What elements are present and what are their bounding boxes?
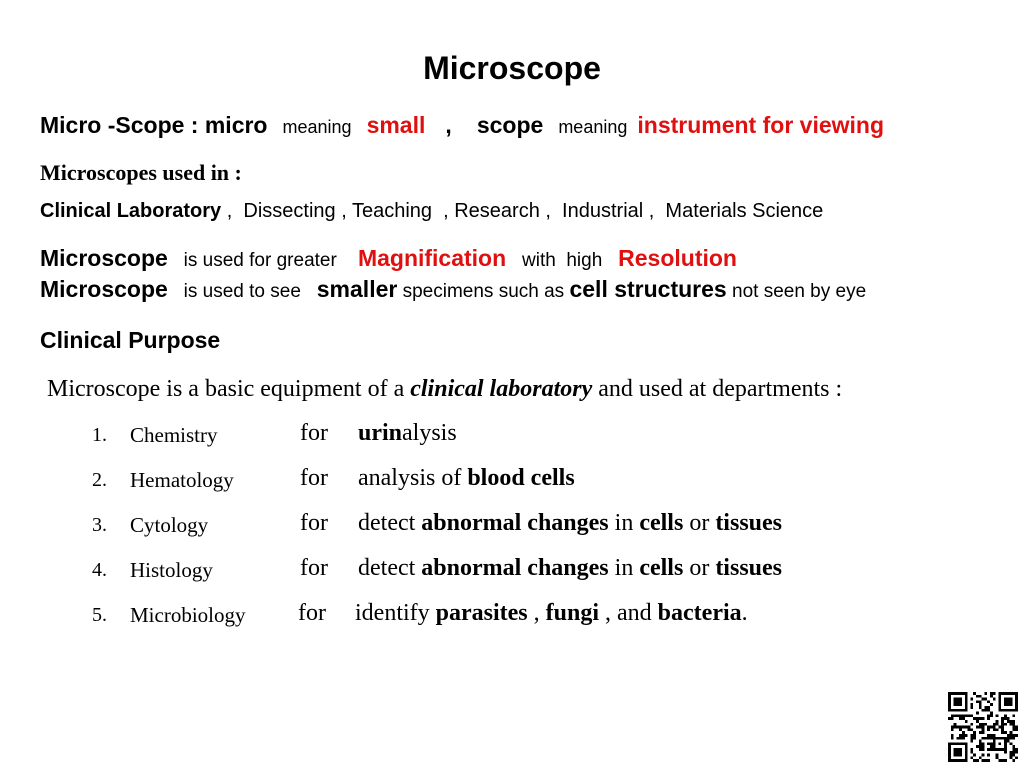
bold-term: blood cells	[467, 465, 575, 491]
etymology-line	[40, 112, 884, 139]
description-text: alysis	[402, 420, 457, 446]
bold-term: urin	[358, 420, 403, 446]
description-text: , and	[599, 600, 658, 626]
department-number: 3.	[92, 514, 107, 536]
department-row	[92, 420, 892, 454]
clinical-laboratory-emphasis: clinical laboratory	[410, 376, 593, 402]
for-word: for	[300, 555, 328, 581]
department-name: Hematology	[130, 468, 234, 492]
meaning-label: meaning	[282, 117, 352, 137]
description-text: ,	[527, 600, 546, 626]
used-in-list	[40, 200, 823, 223]
department-row	[92, 600, 892, 634]
department-row	[92, 555, 892, 589]
for-word: for	[298, 600, 326, 626]
clinical-purpose-heading: Clinical Purpose	[40, 327, 221, 353]
bold-term: bacteria	[657, 600, 742, 626]
specimen-line	[40, 276, 866, 303]
department-number: 4.	[92, 559, 107, 581]
intro-text: Microscope is a basic equipment of a	[47, 376, 411, 402]
description-text: or	[683, 510, 716, 536]
magnification-line	[40, 245, 737, 272]
description-text: .	[741, 600, 748, 626]
phrase: not seen by eye	[732, 281, 867, 302]
description-text: in	[608, 555, 640, 581]
phrase: is used for greater	[183, 250, 337, 271]
department-description	[358, 555, 782, 582]
bold-term: tissues	[715, 555, 782, 581]
department-description	[358, 465, 575, 492]
description-text: or	[683, 555, 716, 581]
magnification-word: Magnification	[357, 245, 507, 271]
description-text: detect	[358, 555, 422, 581]
bold-term: abnormal changes	[421, 510, 609, 536]
department-row	[92, 465, 892, 499]
department-name: Histology	[130, 558, 213, 582]
department-number: 1.	[92, 424, 107, 446]
department-description	[358, 420, 457, 447]
phrase: is used to see	[183, 281, 301, 302]
description-text: in	[608, 510, 640, 536]
clinical-lab-label: Clinical Laboratory	[40, 200, 222, 222]
department-name: Microbiology	[130, 603, 246, 627]
department-number: 5.	[92, 604, 107, 626]
department-description	[355, 600, 748, 627]
for-word: for	[300, 510, 328, 536]
department-number: 2.	[92, 469, 107, 491]
slide-title: Microscope	[423, 50, 601, 86]
bold-term: tissues	[715, 510, 782, 536]
bold-term: cells	[639, 555, 684, 581]
phrase: with high	[522, 250, 603, 271]
description-text: analysis of	[358, 465, 468, 491]
bold-term: fungi	[545, 600, 600, 626]
small-word: small	[366, 112, 426, 138]
meaning-label: meaning	[558, 117, 628, 137]
qr-code-icon	[948, 692, 1018, 762]
clinical-intro	[47, 376, 842, 403]
smaller-word: smaller	[316, 276, 398, 302]
comma-separator: ,	[445, 112, 452, 138]
department-row	[92, 510, 892, 544]
for-word: for	[300, 420, 328, 446]
microscope-word: Microscope	[40, 276, 168, 302]
bold-term: parasites	[435, 600, 528, 626]
cell-structures-word: cell structures	[569, 276, 727, 302]
scope-word: scope	[476, 112, 544, 138]
intro-text: and used at departments :	[592, 376, 843, 402]
department-name: Cytology	[130, 513, 209, 537]
microscope-word: Microscope	[40, 245, 168, 271]
etymology-lead: Micro -Scope : micro	[40, 112, 268, 138]
description-text: detect	[358, 510, 422, 536]
phrase: specimens such as	[402, 281, 565, 302]
instrument-phrase: instrument for viewing	[637, 112, 885, 138]
department-description	[358, 510, 782, 537]
bold-term: cells	[639, 510, 684, 536]
for-word: for	[300, 465, 328, 491]
used-in-heading: Microscopes used in :	[40, 160, 242, 185]
resolution-word: Resolution	[618, 245, 737, 271]
department-name: Chemistry	[130, 423, 218, 447]
used-in-rest: , Dissecting , Teaching , Research , Industrial , Materials Science	[221, 200, 824, 222]
description-text: identify	[355, 600, 436, 626]
bold-term: abnormal changes	[421, 555, 609, 581]
